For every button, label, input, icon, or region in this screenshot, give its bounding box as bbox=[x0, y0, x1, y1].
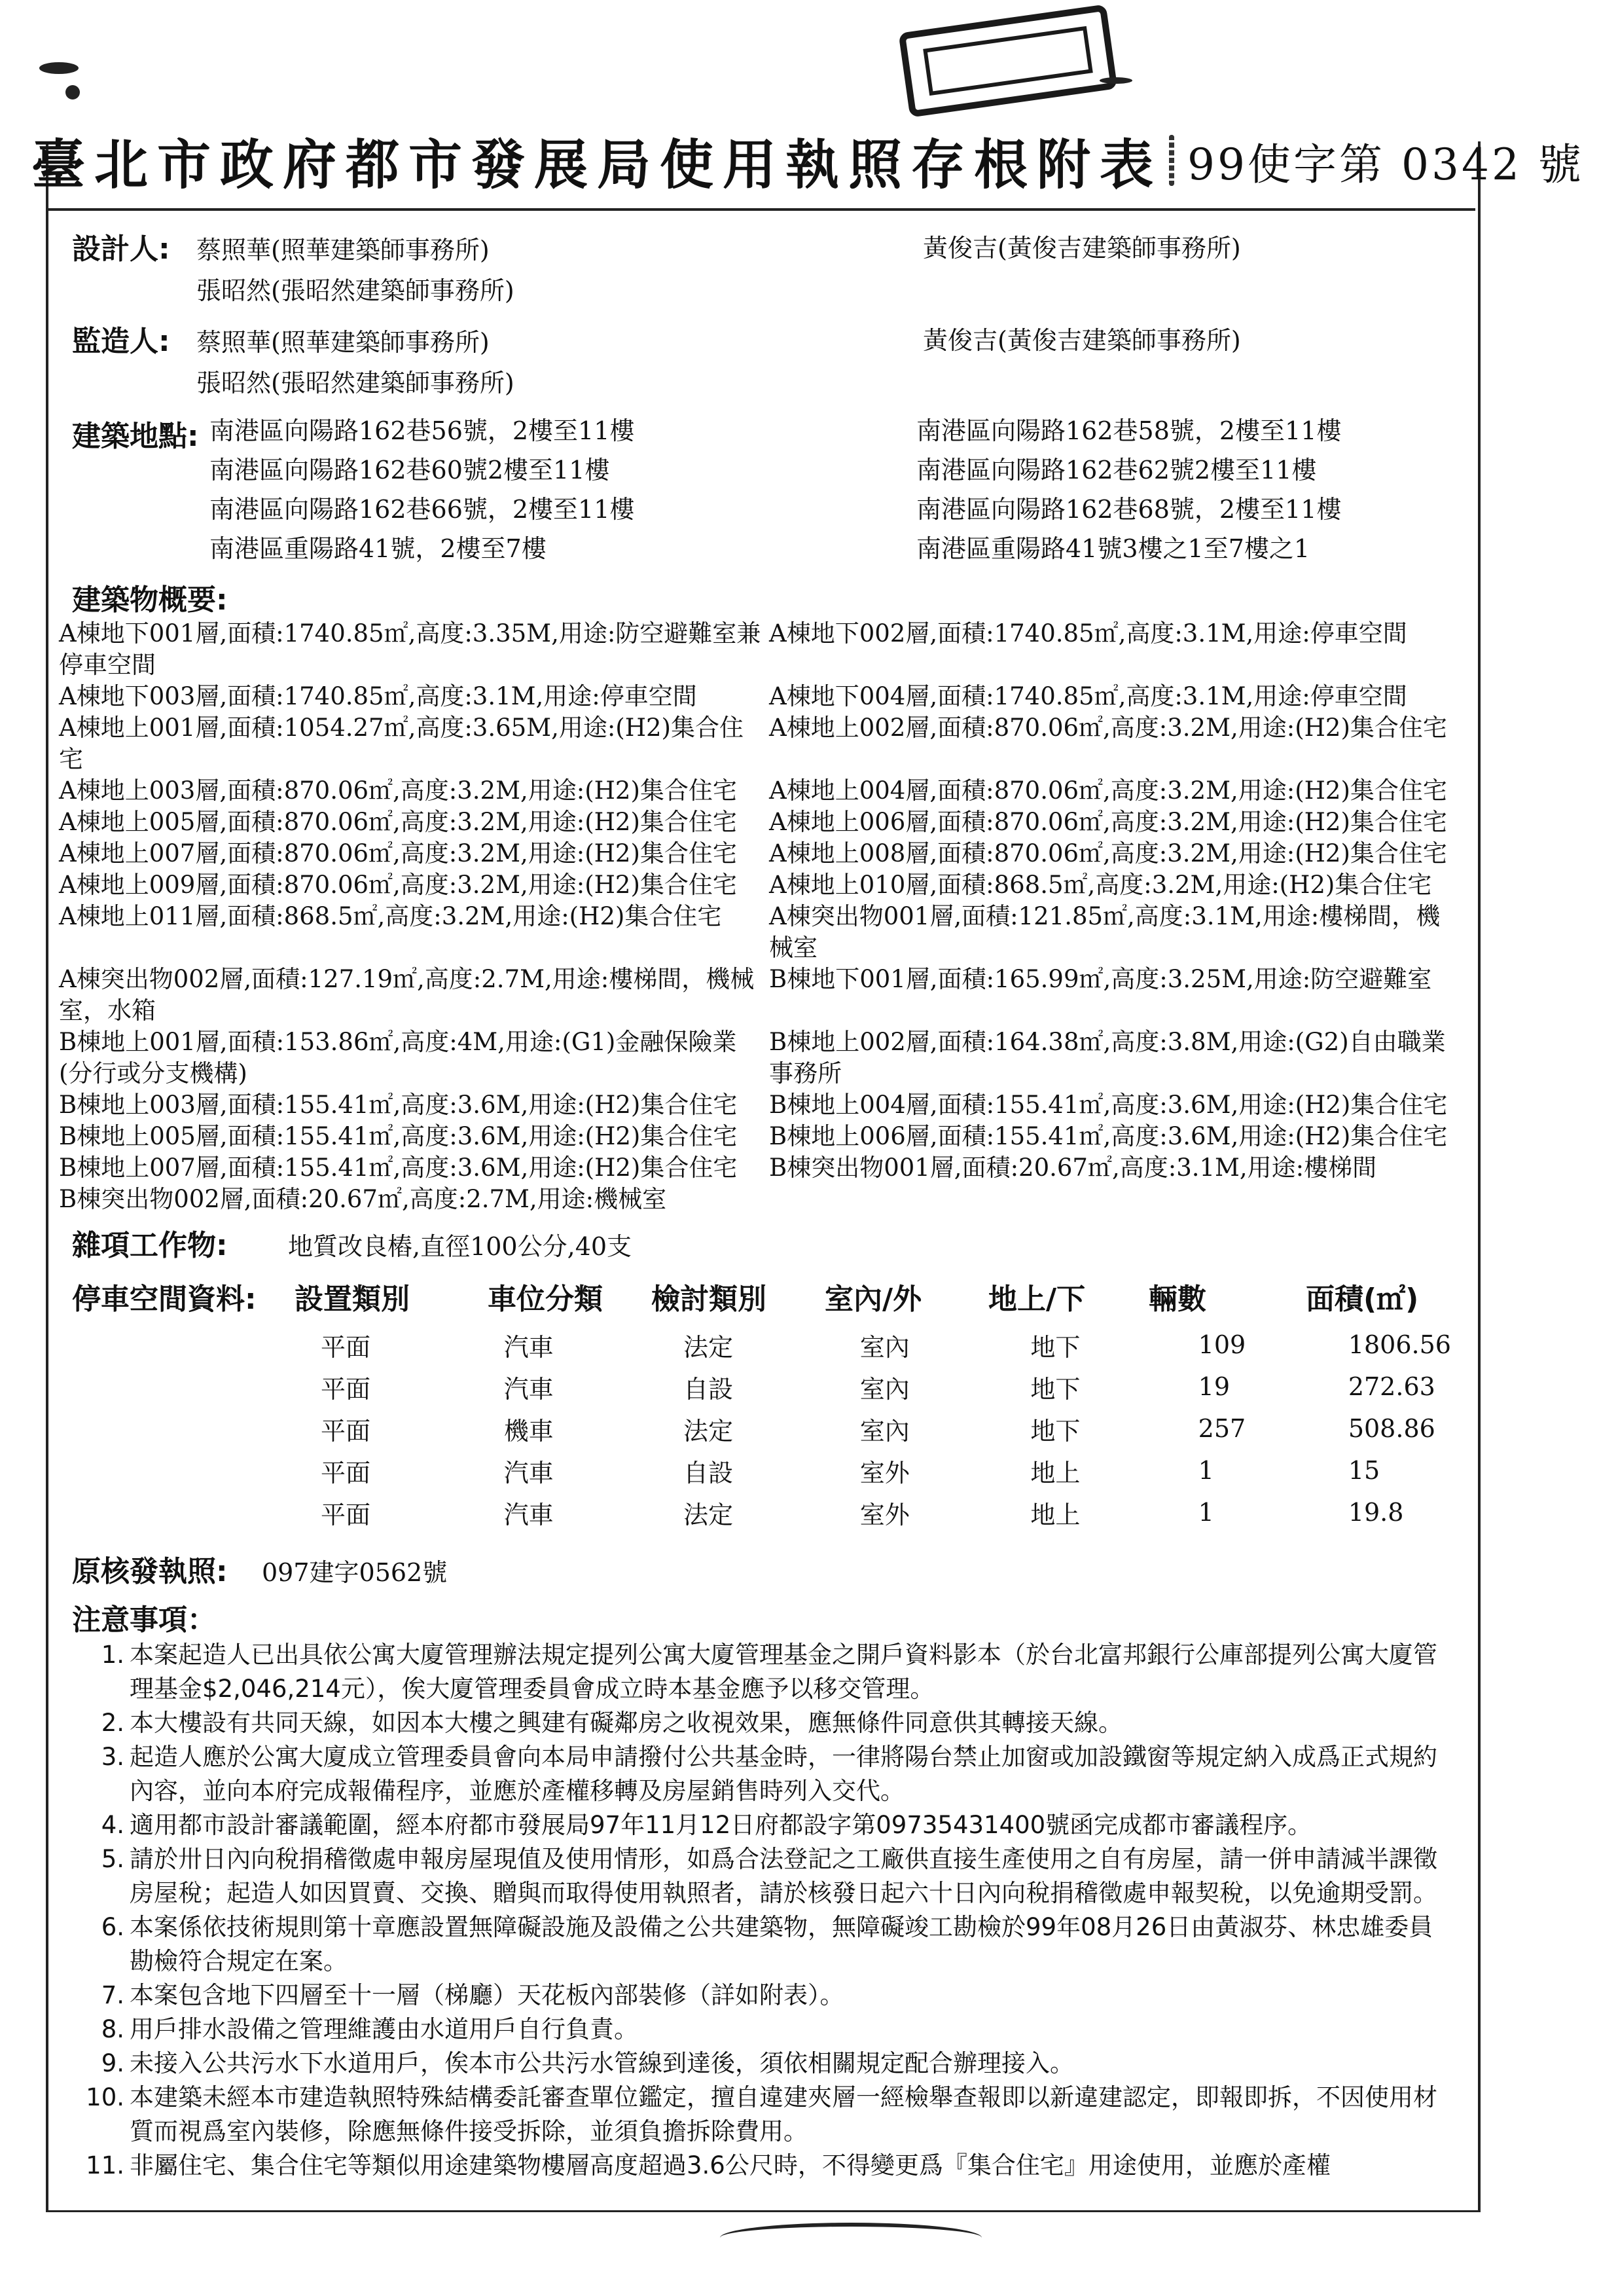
note-number: 7. bbox=[101, 1981, 124, 2009]
building-floor-item: A棟地上006層,面積:870.06㎡,高度:3.2M,用途:(H2)集合住宅 bbox=[769, 808, 1447, 836]
title-stamp bbox=[1169, 135, 1174, 186]
notes-label: 注意事項： bbox=[72, 1603, 216, 1637]
building-floor-item: B棟地上001層,面積:153.86㎡,高度:4M,用途:(G1)金融保險業(分行或分支機構) bbox=[59, 1028, 737, 1087]
original-license-label: 原核發執照: bbox=[72, 1555, 228, 1588]
supervisor-person: 張昭然(張昭然建築師事務所) bbox=[196, 369, 514, 397]
list-item bbox=[72, 1740, 1466, 1808]
building-floor-item: A棟地上002層,面積:870.06㎡,高度:3.2M,用途:(H2)集合住宅 bbox=[769, 714, 1447, 742]
note-text: 本建築未經本市建造執照特殊結構委託審查單位鑑定，擅自違建夾層一經檢舉查報即以新違建認定，即報即拆，不因使用材質而視爲室內裝修，除應無條件接受拆除，並須負擔拆除費用。 bbox=[130, 2083, 1437, 2145]
building-section bbox=[59, 576, 1466, 1215]
building-floor-item: A棟地上011層,面積:868.5㎡,高度:3.2M,用途:(H2)集合住宅 bbox=[59, 902, 722, 930]
license-number: 99使字第 0342 號 bbox=[1187, 139, 1584, 190]
building-floor-item: A棟地上007層,面積:870.06㎡,高度:3.2M,用途:(H2)集合住宅 bbox=[59, 839, 737, 867]
list-item bbox=[72, 2047, 1466, 2081]
parking-cell: 汽車 bbox=[503, 1332, 554, 1362]
parking-cell: 機車 bbox=[503, 1416, 554, 1446]
building-floor-item: B棟地上003層,面積:155.41㎡,高度:3.6M,用途:(H2)集合住宅 bbox=[59, 1091, 738, 1119]
address-item: 南港區向陽路162巷62號2樓至11樓 bbox=[916, 456, 1317, 484]
parking-cell: 平面 bbox=[321, 1500, 371, 1529]
parking-cell: 平面 bbox=[321, 1458, 371, 1487]
table-row bbox=[295, 1491, 1466, 1533]
building-floor-item: A棟地下003層,面積:1740.85㎡,高度:3.1M,用途:停車空間 bbox=[59, 682, 697, 710]
parking-cell: 汽車 bbox=[503, 1374, 554, 1404]
address-item: 南港區向陽路162巷66號，2樓至11樓 bbox=[209, 495, 635, 524]
parking-cell: 室外 bbox=[859, 1458, 910, 1487]
note-number: 2. bbox=[101, 1709, 124, 1737]
building-floor-item: A棟地上001層,面積:1054.27㎡,高度:3.65M,用途:(H2)集合住宅 bbox=[59, 714, 744, 773]
parking-header: 地上/下 bbox=[988, 1283, 1086, 1316]
parking-cell: 1 bbox=[1198, 1456, 1214, 1485]
parking-cell: 地上 bbox=[1030, 1500, 1081, 1529]
parking-cell: 257 bbox=[1198, 1414, 1246, 1443]
parking-header: 面積(㎡) bbox=[1306, 1283, 1419, 1316]
supervisor-person: 黃俊吉(黃俊吉建築師事務所) bbox=[923, 326, 1241, 355]
parking-cell: 自設 bbox=[683, 1374, 733, 1404]
building-floor-item: A棟突出物002層,面積:127.19㎡,高度:2.7M,用途:樓梯間，機械室，水箱 bbox=[59, 965, 755, 1025]
parking-cell: 地下 bbox=[1030, 1416, 1081, 1446]
parking-cell: 平面 bbox=[321, 1374, 371, 1404]
parking-cell: 508.86 bbox=[1348, 1414, 1435, 1443]
parking-cell: 平面 bbox=[321, 1332, 371, 1362]
footer-page-mark bbox=[720, 2223, 982, 2253]
scan-speck bbox=[39, 62, 79, 74]
misc-work-label: 雜項工作物: bbox=[72, 1229, 228, 1262]
building-floor-item: A棟地上009層,面積:870.06㎡,高度:3.2M,用途:(H2)集合住宅 bbox=[59, 871, 737, 899]
building-label: 建築物概要: bbox=[72, 583, 228, 617]
parking-cell: 法定 bbox=[683, 1332, 733, 1362]
note-text: 本大樓設有共同天線，如因本大樓之興建有礙鄰房之收視效果，應無條件同意供其轉接天線。 bbox=[130, 1709, 1123, 1737]
designer-person: 黃俊吉(黃俊吉建築師事務所) bbox=[923, 234, 1241, 263]
document-title: 臺北市政府都市發展局使用執照存根附表 bbox=[31, 134, 1163, 196]
parking-cell: 自設 bbox=[683, 1458, 733, 1487]
parking-cell: 1 bbox=[1198, 1498, 1214, 1527]
building-floor-item: B棟地上006層,面積:155.41㎡,高度:3.6M,用途:(H2)集合住宅 bbox=[769, 1122, 1448, 1150]
note-number: 10. bbox=[86, 2083, 124, 2111]
parking-cell: 地下 bbox=[1030, 1374, 1081, 1404]
note-number: 5. bbox=[101, 1845, 124, 1873]
building-floor-item: B棟地上007層,面積:155.41㎡,高度:3.6M,用途:(H2)集合住宅 bbox=[59, 1154, 738, 1182]
note-text: 起造人應於公寓大廈成立管理委員會向本局申請撥付公共基金時，一律將陽台禁止加窗或加設鐵窗等規定納入成爲正式規約內容，並向本府完成報備程序，並應於產權移轉及房屋銷售時列入交代。 bbox=[130, 1743, 1437, 1805]
parking-table bbox=[295, 1324, 1466, 1533]
parking-section bbox=[72, 1275, 1466, 1533]
designer-person: 蔡照華(照華建築師事務所) bbox=[196, 236, 490, 264]
address-item: 南港區重陽路41號，2樓至7樓 bbox=[209, 534, 547, 563]
parking-cell: 19.8 bbox=[1348, 1498, 1404, 1527]
note-text: 本案包含地下四層至十一層（梯廳）天花板內部裝修（詳如附表）。 bbox=[130, 1981, 844, 2009]
parking-cell: 室內 bbox=[859, 1332, 910, 1362]
address-item: 南港區向陽路162巷68號，2樓至11樓 bbox=[916, 495, 1342, 524]
list-item bbox=[72, 2013, 1466, 2047]
parking-header: 輛數 bbox=[1149, 1283, 1206, 1316]
location-label: 建築地點: bbox=[72, 420, 199, 453]
building-floor-item: B棟突出物002層,面積:20.67㎡,高度:2.7M,用途:機械室 bbox=[59, 1185, 667, 1213]
address-item: 南港區向陽路162巷56號，2樓至11樓 bbox=[209, 416, 635, 445]
supervisor-person: 蔡照華(照華建築師事務所) bbox=[196, 328, 490, 357]
building-floor-item: B棟地上005層,面積:155.41㎡,高度:3.6M,用途:(H2)集合住宅 bbox=[59, 1122, 738, 1150]
location-section bbox=[72, 412, 1466, 567]
note-text: 本案起造人已出具依公寓大廈管理辦法規定提列公寓大廈管理基金之開戶資料影本（於台北富邦銀行公庫部提列公寓大廈管理基金$2,046,214元），俟大廈管理委員會成立時本基金應予以移交管理。 bbox=[130, 1641, 1437, 1703]
table-row bbox=[295, 1408, 1466, 1449]
parking-header: 檢討類別 bbox=[651, 1283, 766, 1316]
building-floor-item: B棟地下001層,面積:165.99㎡,高度:3.25M,用途:防空避難室 bbox=[769, 965, 1432, 993]
parking-header: 室內/外 bbox=[825, 1283, 922, 1316]
misc-work-value: 地質改良樁,直徑100公分,40支 bbox=[288, 1232, 632, 1261]
address-item: 南港區重陽路41號3樓之1至7樓之1 bbox=[916, 534, 1310, 563]
parking-cell: 室外 bbox=[859, 1500, 910, 1529]
list-item bbox=[72, 1842, 1466, 1910]
parking-cell: 汽車 bbox=[503, 1500, 554, 1529]
document-header bbox=[26, 118, 1584, 203]
address-item: 南港區向陽路162巷60號2樓至11樓 bbox=[209, 456, 610, 484]
parking-cell: 地下 bbox=[1030, 1332, 1081, 1362]
parking-cell: 19 bbox=[1198, 1372, 1230, 1401]
official-seal-stamp bbox=[899, 4, 1118, 117]
list-item bbox=[72, 2149, 1466, 2183]
building-floor-item: A棟地上008層,面積:870.06㎡,高度:3.2M,用途:(H2)集合住宅 bbox=[769, 839, 1447, 867]
building-floor-item: B棟突出物001層,面積:20.67㎡,高度:3.1M,用途:樓梯間 bbox=[769, 1154, 1377, 1182]
supervisor-section bbox=[72, 318, 1466, 403]
list-item bbox=[72, 1808, 1466, 1842]
note-text: 非屬住宅、集合住宅等類似用途建築物樓層高度超過3.6公尺時，不得變更爲『集合住宅』用途使用，並應於產權 bbox=[130, 2151, 1331, 2179]
notes-list bbox=[72, 1638, 1466, 2183]
address-item: 南港區向陽路162巷58號，2樓至11樓 bbox=[916, 416, 1342, 445]
note-number: 11. bbox=[86, 2151, 124, 2179]
scan-speck bbox=[1100, 77, 1132, 84]
parking-header: 設置類別 bbox=[295, 1283, 410, 1316]
building-floor-item: B棟地上002層,面積:164.38㎡,高度:3.8M,用途:(G2)自由職業事務所 bbox=[769, 1028, 1446, 1087]
note-text: 適用都市設計審議範圍，經本府都市發展局97年11月12日府都設字第09735431400號函完成都市審議程序。 bbox=[130, 1811, 1312, 1839]
scan-speck bbox=[65, 85, 80, 100]
original-license-section bbox=[72, 1548, 1466, 1590]
note-text: 未接入公共污水下水道用戶，俟本市公共污水管線到達後，須依相關規定配合辦理接入。 bbox=[130, 2049, 1074, 2077]
table-row bbox=[295, 1366, 1466, 1408]
parking-cell: 15 bbox=[1348, 1456, 1380, 1485]
parking-cell: 1806.56 bbox=[1348, 1330, 1451, 1359]
building-floor-item: A棟地上003層,面積:870.06㎡,高度:3.2M,用途:(H2)集合住宅 bbox=[59, 776, 737, 805]
original-license-value: 097建字0562號 bbox=[262, 1558, 448, 1587]
parking-cell: 室內 bbox=[859, 1374, 910, 1404]
parking-cell: 汽車 bbox=[503, 1458, 554, 1487]
parking-cell: 法定 bbox=[683, 1500, 733, 1529]
list-item bbox=[72, 1706, 1466, 1740]
building-floor-item: A棟地上010層,面積:868.5㎡,高度:3.2M,用途:(H2)集合住宅 bbox=[769, 871, 1432, 899]
list-item bbox=[72, 1638, 1466, 1706]
list-item bbox=[72, 2081, 1466, 2149]
designer-label: 設計人: bbox=[72, 232, 170, 266]
parking-cell: 109 bbox=[1198, 1330, 1246, 1359]
parking-cell: 法定 bbox=[683, 1416, 733, 1446]
note-number: 3. bbox=[101, 1743, 124, 1771]
parking-header: 車位分類 bbox=[488, 1283, 603, 1316]
title-divider bbox=[46, 208, 1475, 211]
parking-cell: 272.63 bbox=[1348, 1372, 1435, 1401]
building-floor-item: A棟地下004層,面積:1740.85㎡,高度:3.1M,用途:停車空間 bbox=[769, 682, 1407, 710]
note-text: 請於卅日內向稅捐稽徵處申報房屋現值及使用情形，如爲合法登記之工廠供直接生產使用之自有房屋，請一併申請減半課徵房屋稅；起造人如因買賣、交換、贈與而取得使用執照者，請於核發日起六十日內向稅捐稽徵處申報契稅，以免逾期受罰。 bbox=[130, 1845, 1437, 1907]
list-item bbox=[72, 1910, 1466, 1978]
building-floor-item: A棟地下001層,面積:1740.85㎡,高度:3.35M,用途:防空避難室兼停車空間 bbox=[59, 619, 761, 679]
note-number: 6. bbox=[101, 1913, 124, 1941]
designer-section bbox=[72, 225, 1466, 311]
document-body bbox=[59, 221, 1466, 2183]
table-row bbox=[295, 1324, 1466, 1366]
note-text: 用戶排水設備之管理維護由水道用戶自行負責。 bbox=[130, 2015, 638, 2043]
table-row bbox=[295, 1449, 1466, 1491]
note-number: 1. bbox=[101, 1641, 124, 1669]
parking-label: 停車空間資料: bbox=[72, 1283, 257, 1316]
parking-cell: 地上 bbox=[1030, 1458, 1081, 1487]
misc-work-section bbox=[72, 1222, 1466, 1264]
building-floor-item: A棟突出物001層,面積:121.85㎡,高度:3.1M,用途:樓梯間，機械室 bbox=[769, 902, 1441, 962]
note-number: 8. bbox=[101, 2015, 124, 2043]
supervisor-label: 監造人: bbox=[72, 325, 170, 358]
parking-cell: 平面 bbox=[321, 1416, 371, 1446]
building-floor-item: A棟地下002層,面積:1740.85㎡,高度:3.1M,用途:停車空間 bbox=[769, 619, 1407, 647]
parking-cell: 室內 bbox=[859, 1416, 910, 1446]
building-floor-item: A棟地上004層,面積:870.06㎡,高度:3.2M,用途:(H2)集合住宅 bbox=[769, 776, 1447, 805]
building-floor-item: A棟地上005層,面積:870.06㎡,高度:3.2M,用途:(H2)集合住宅 bbox=[59, 808, 737, 836]
note-number: 9. bbox=[101, 2049, 124, 2077]
list-item bbox=[72, 1978, 1466, 2013]
designer-person: 張昭然(張昭然建築師事務所) bbox=[196, 276, 514, 305]
building-floor-item: B棟地上004層,面積:155.41㎡,高度:3.6M,用途:(H2)集合住宅 bbox=[769, 1091, 1448, 1119]
note-number: 4. bbox=[101, 1811, 124, 1839]
note-text: 本案係依技術規則第十章應設置無障礙設施及設備之公共建築物，無障礙竣工勘檢於99年08月26日由黃淑芬、林忠雄委員勘檢符合規定在案。 bbox=[130, 1913, 1433, 1975]
